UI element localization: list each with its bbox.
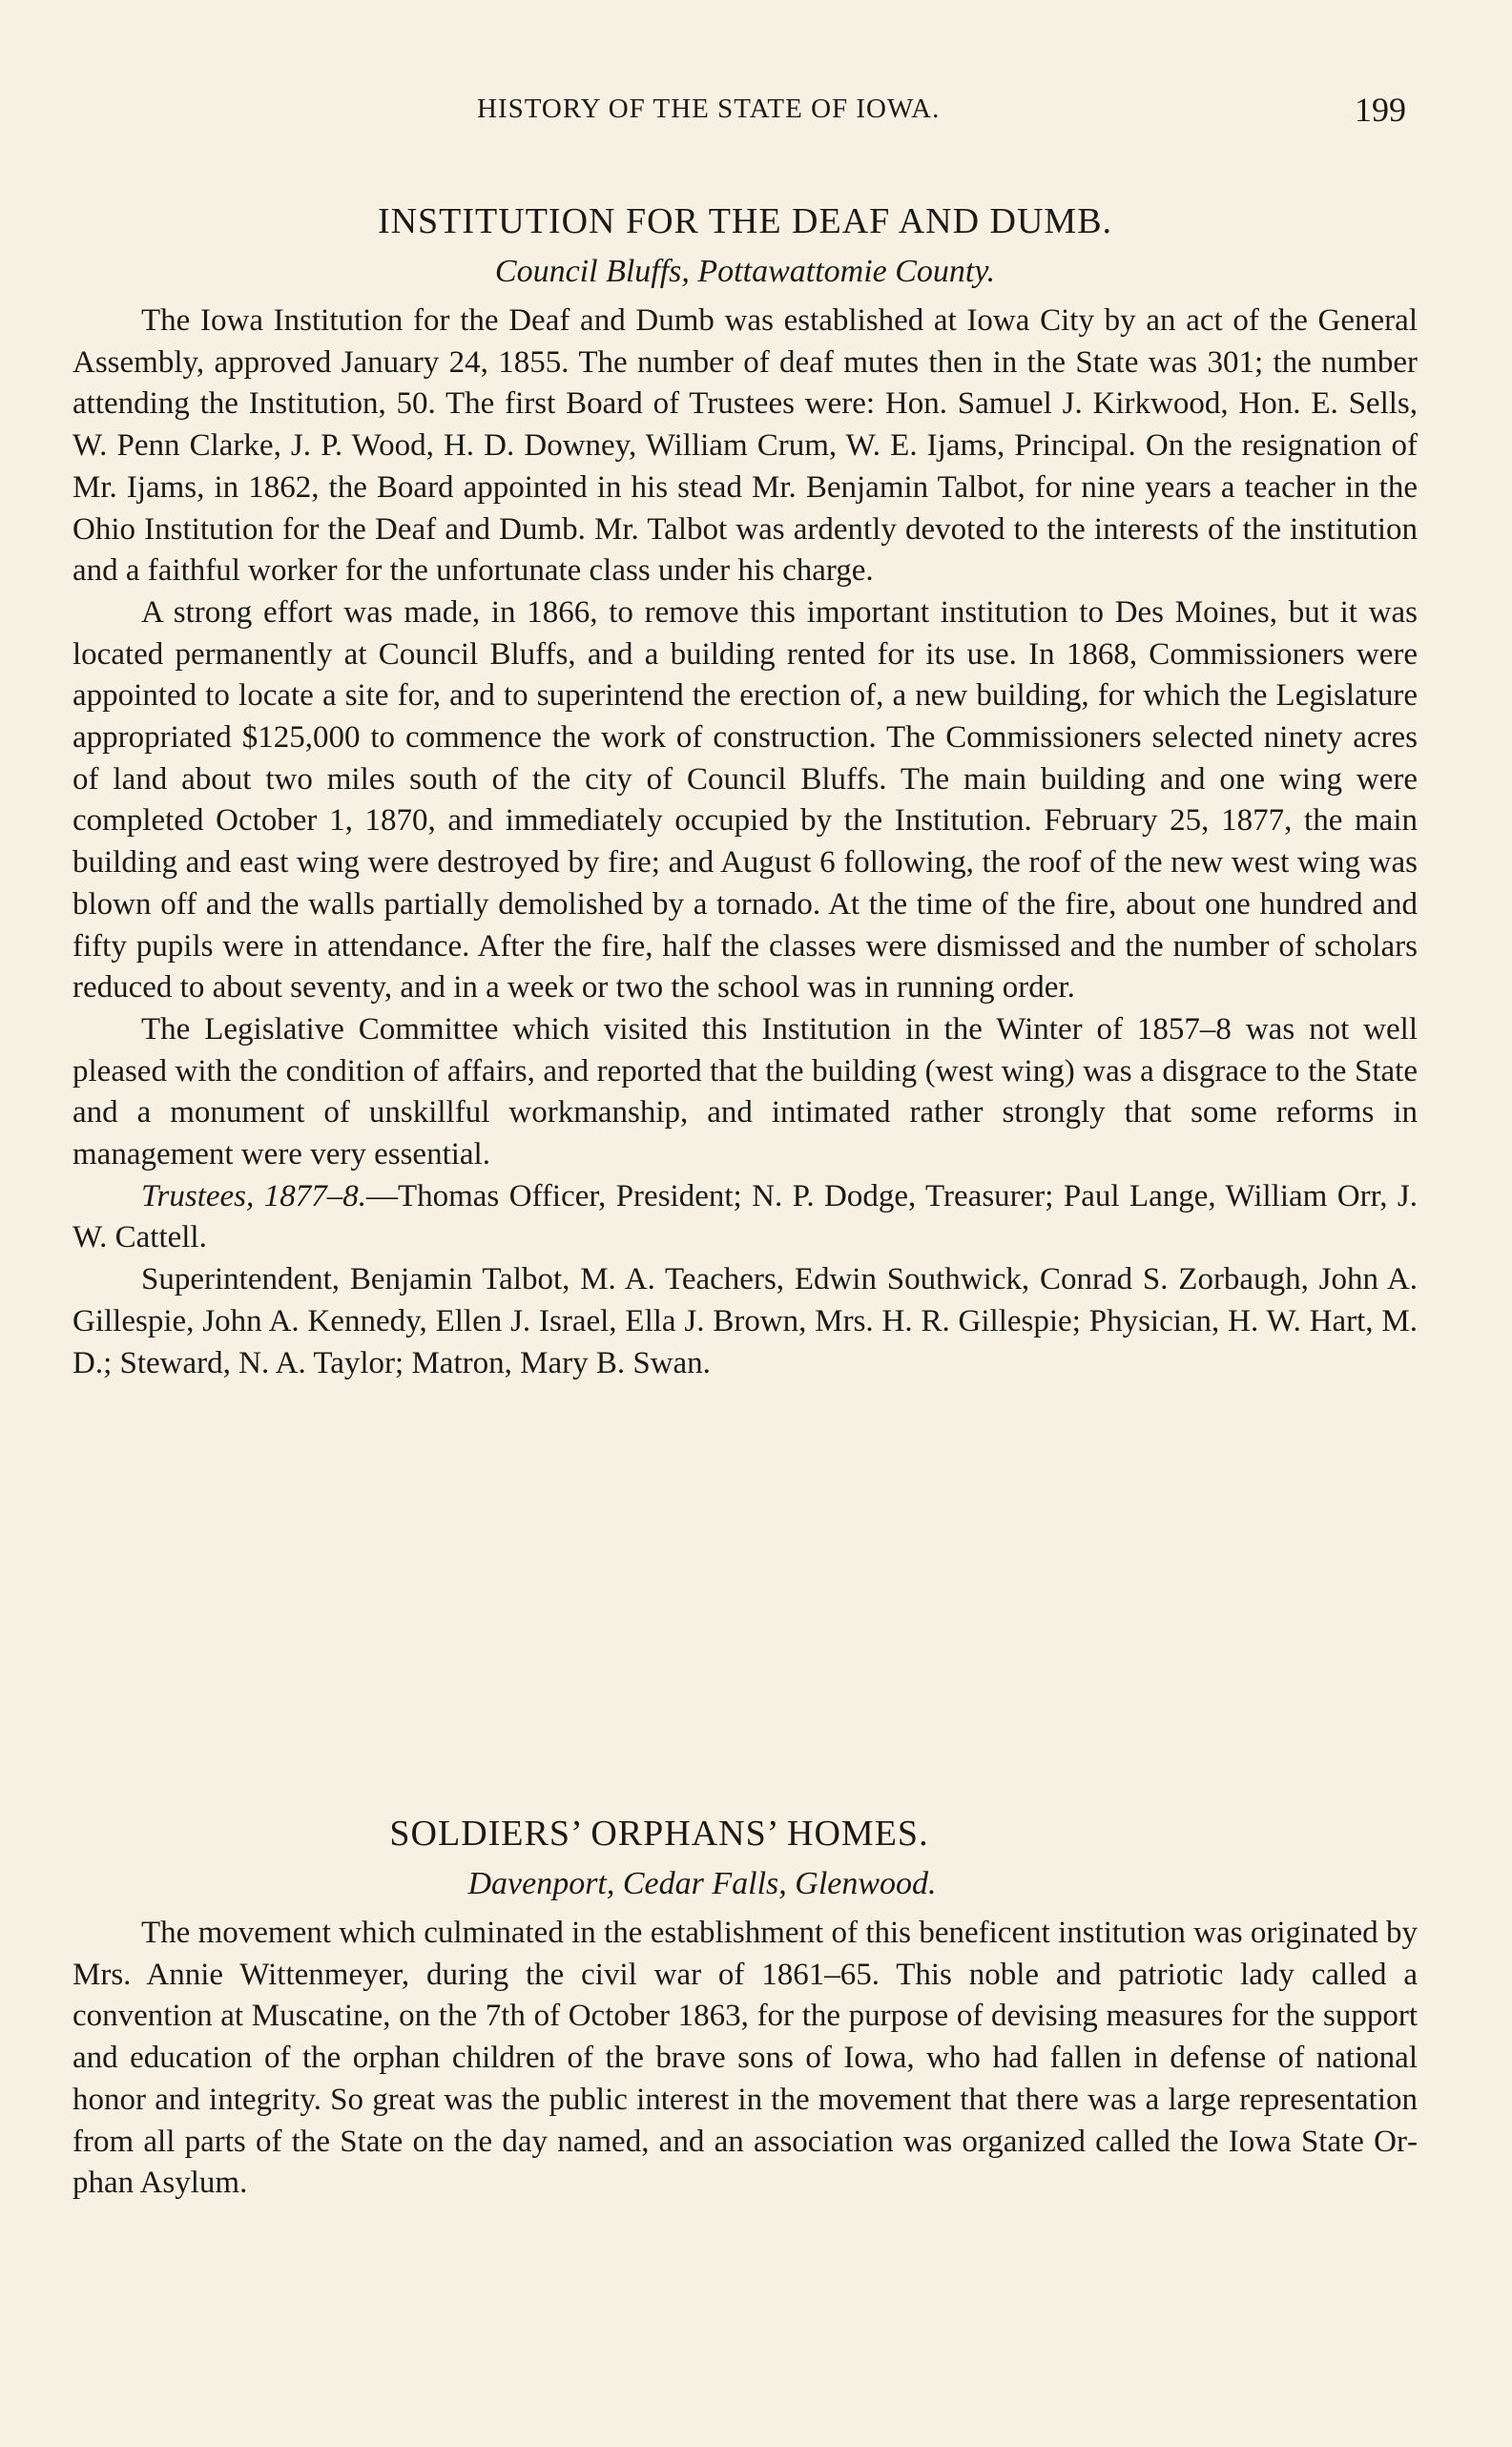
section-title: SOLDIERS’ ORPHANS’ HOMES.: [389, 1814, 929, 1854]
staff-paragraph: Superintendent, Benjamin Talbot, M. A. Teachers, Edwin Southwick, Conrad S. Zorbaugh, John A. Gillespie, John A. Kennedy, Ellen J. Israel, Ella J. Brown, Mrs. H. R. Gillespie; Physician, H. W. Hart, M. D.; Steward, N. A. Taylor; Matron, Mary B. Swan.: [72, 1262, 1418, 1380]
section-soldiers-orphans-homes: [72, 1808, 1418, 2205]
running-head: HISTORY OF THE STATE OF IOWA.: [477, 93, 941, 124]
paragraph: A strong effort was made, in 1866, to remove this important institution to Des Moines, but it was located permanently at Council Bluffs, and a building rented for its use. In 1868, Commissioners were appointed to locate a site for, and to superintend the erection of, a new building, for which the Legislature appropriated $125,000 to commence the work of construction. The Commissioners selected ninety acres of land about two miles south of the city of Council Bluffs. The main building and one wing were completed October 1, 1870, and immediately occupied by the Institution. February 25, 1877, the main building and east wing were destroyed by fire; and August 6 following, the roof of the new west wing was blown off and the walls partially demolished by a tornado. At the time of the fire, about one hundred and fifty pupils were in attendance. After the fire, half the classes were dismissed and the number of scholars reduced to about seventy, and in a week or two the school was in running order.: [72, 594, 1418, 1006]
paragraph: The Legislative Committee which visited this Institution in the Winter of 1857–8 was not well pleased with the condition of affairs, and reported that the building (west wing) was a disgrace to the State and a monument of unskillful workmanship, and intimated rather strongly that some reforms in management were very essential.: [72, 1011, 1418, 1172]
section-deaf-and-dumb: [72, 196, 1418, 1384]
trustees-label: Trustees, 1877–8.: [141, 1178, 366, 1213]
section-title: INSTITUTION FOR THE DEAF AND DUMB.: [377, 201, 1113, 241]
paragraph: The movement which culminated in the establishment of this beneficent institution was originated by Mrs. Annie Wittenmeyer, during the civil war of 1861–65. This noble and patriotic lady called a convention at Muscatine, on the 7th of October 1863, for the purpose of devising measures for the support and education of the orphan children of the brave sons of Iowa, who had fallen in defense of national honor and integrity. So great was the public interest in the movement that there was a large representation from all parts of the State on the day named, and an association was organized called the Iowa State Orphan Asylum.: [72, 1916, 1418, 2201]
paragraph: The Iowa Institution for the Deaf and Dumb was established at Iowa City by an act of the General Assembly, approved January 24, 1855. The number of deaf mutes then in the State was 301; the number attending the Institution, 50. The first Board of Trustees were: Hon. Samuel J. Kirkwood, Hon. E. Sells, W. Penn Clarke, J. P. Wood, H. D. Downey, William Crum, W. E. Ijams, Principal. On the resignation of Mr. Ijams, in 1862, the Board appointed in his stead Mr. Benjamin Talbot, for nine years a teacher in the Ohio Institution for the Deaf and Dumb. Mr. Talbot was ardently devoted to the interests of the institution and a faithful worker for the unfortunate class under his charge.: [72, 303, 1418, 589]
trustees-paragraph: [72, 1176, 1418, 1259]
section-subtitle: Council Bluffs, Pottawattomie County.: [494, 254, 996, 289]
trustees-text: —Thomas Officer, President; N. P. Dodge, Treasurer; Paul Lange, William Orr, J. W. Cattell.: [72, 1178, 1418, 1255]
page-number: 199: [1355, 91, 1406, 129]
section-subtitle: Davenport, Cedar Falls, Glenwood.: [467, 1866, 937, 1901]
